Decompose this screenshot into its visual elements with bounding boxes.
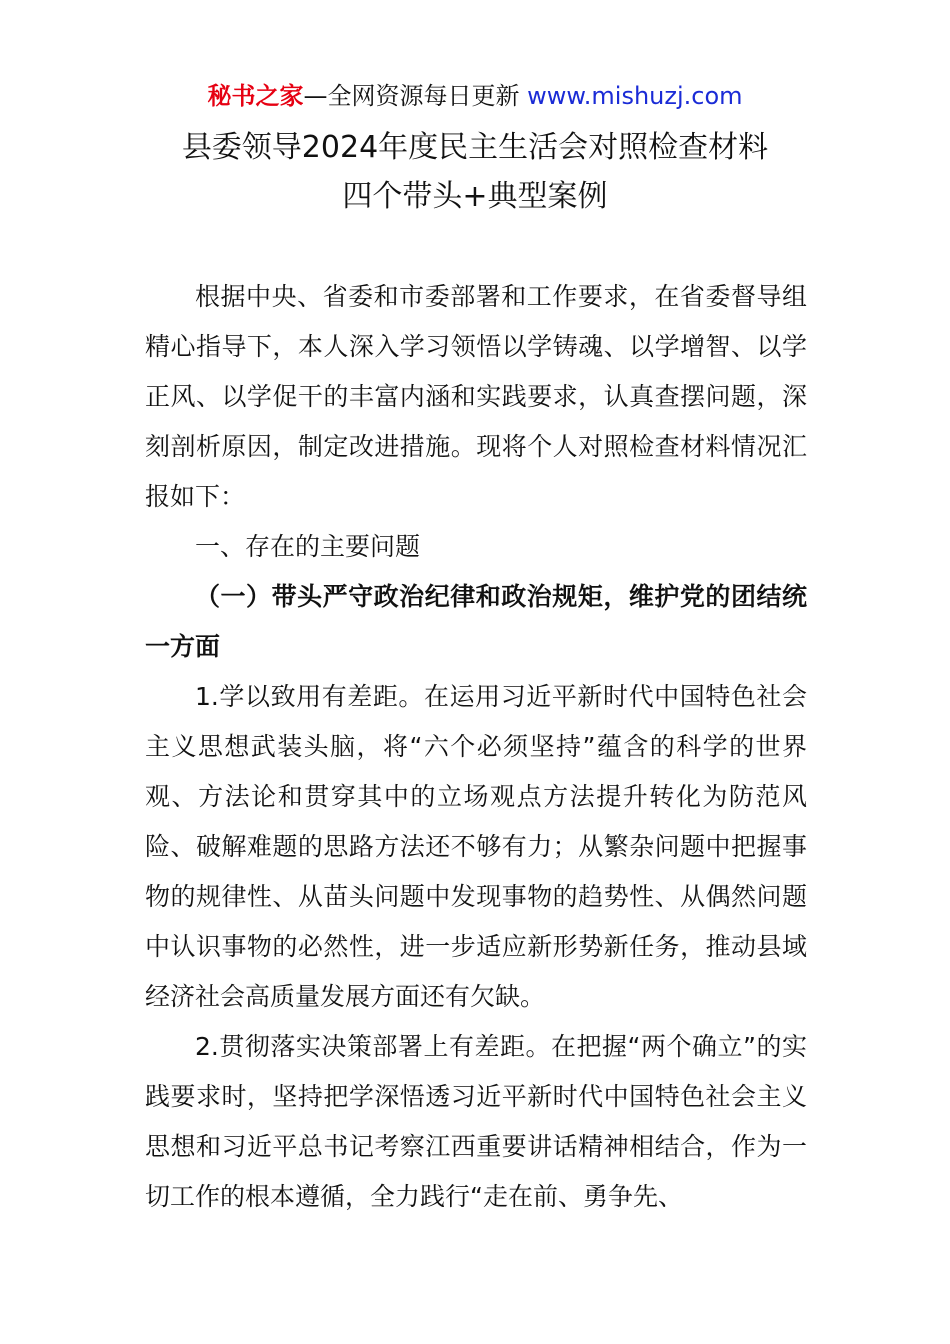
site-url-link[interactable]: www.mishuzj.com: [527, 82, 743, 110]
site-tagline: —全网资源每日更新: [303, 82, 520, 110]
document-title: 县委领导2024年度民主生活会对照检查材料: [181, 130, 769, 165]
item-paragraph-1: 1.学以致用有差距。在运用习近平新时代中国特色社会主义思想武装头脑，将“六个必须坚持”蕴含的科学的世界观、方法论和贯穿其中的立场观点方法提升转化为防范风险、破解难题的思路方法还不够有力；从繁杂问题中把握事物的规律性、从苗头问题中发现事物的趋势性、从偶然问题中认识事物的必然性，进一步适应新形势新任务，推动县域经济社会高质量发展方面还有欠缺。: [145, 682, 807, 1011]
intro-paragraph: 根据中央、省委和市委部署和工作要求，在省委督导组精心指导下，本人深入学习领悟以学铸魂、以学增智、以学正风、以学促干的丰富内涵和实践要求，认真查摆问题，深刻剖析原因，制定改进措施。现将个人对照检查材料情况汇报如下：: [145, 282, 807, 511]
document-body: [145, 272, 807, 1222]
subsection-heading: （一）带头严守政治纪律和政治规矩，维护党的团结统一方面: [145, 582, 807, 661]
document-subtitle: 四个带头+典型案例: [342, 179, 608, 214]
item-paragraph-2: 2.贯彻落实决策部署上有差距。在把握“两个确立”的实践要求时，坚持把学深悟透习近平新时代中国特色社会主义思想和习近平总书记考察江西重要讲话精神相结合，作为一切工作的根本遵循，全力践行“走在前、勇争先、: [145, 1032, 807, 1211]
site-brand: 秘书之家: [207, 82, 304, 110]
section-heading: 一、存在的主要问题: [195, 532, 421, 561]
site-header: [0, 80, 950, 112]
